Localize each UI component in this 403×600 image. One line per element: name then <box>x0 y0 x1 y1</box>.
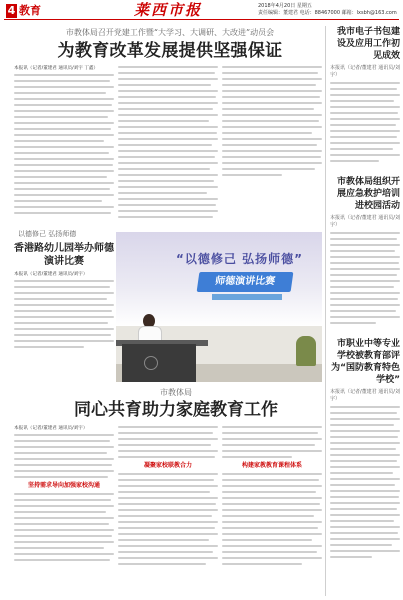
header-editor: 责任编辑：董建君 电话：88467000 邮箱：lxsbh@163.com <box>258 10 397 16</box>
article1-column-3 <box>222 66 322 180</box>
photo-screen-strip <box>212 294 282 300</box>
article4-subhead-2: 凝聚家校联教合力 <box>143 462 192 469</box>
header-info <box>258 3 398 17</box>
header-date: 2018年4月20日 星期五 <box>258 3 312 9</box>
photo-banner-title: 师德演讲比赛 <box>197 272 294 292</box>
article1-column-1 <box>14 74 114 218</box>
article1-headline: 为教育改革发展提供坚强保证 <box>57 41 283 61</box>
article4-column-1 <box>14 434 114 565</box>
article4-subhead-1: 坚持需求导向加强家校沟通 <box>27 482 100 489</box>
podium <box>122 344 196 382</box>
article1-kicker: 市教体局召开党建工作暨“大学习、大调研、大改进”动员会 <box>65 28 275 37</box>
article4-kicker: 市教体局 <box>160 388 192 397</box>
right-source-b: 本报讯（记者/董建君 通讯员/刘宇） <box>330 215 400 228</box>
article4-source: 本报讯（记者/董建君 通讯员/刘宇） <box>14 426 88 431</box>
right-headline-b: 市教体局组织开展应急救护培训进校园活动 <box>336 177 400 211</box>
right-source-c: 本报讯（记者/董建君 通讯员/刘宇） <box>330 389 400 402</box>
speech-contest-photo <box>116 232 322 382</box>
page-number: 4 <box>7 4 16 17</box>
right-body-c <box>330 406 400 558</box>
right-headline-a: 我市电子书包建设及应用工作初见成效 <box>336 27 400 61</box>
section-title: 教育 <box>19 4 41 17</box>
right-column <box>330 26 400 562</box>
photo-slogan: “以德修己 弘扬师德” <box>176 252 303 266</box>
article1-source: 本报讯（记者/董建君 通讯员/刘宇 丁鑫） <box>14 66 99 71</box>
right-body-a <box>330 82 400 162</box>
article4-column-3 <box>222 426 322 569</box>
article1-column-2 <box>118 66 218 222</box>
column-divider <box>325 26 326 596</box>
article4-subhead-3: 构建家教教育课程体系 <box>241 462 302 469</box>
header-rule <box>4 19 399 20</box>
article3-kicker: 以德修己 弘扬师德 <box>18 230 77 238</box>
right-headline-c: 市职业中等专业学校被教育部评为“国防教育特色学校” <box>331 339 400 385</box>
article4-column-2 <box>118 426 218 569</box>
article4-headline: 同心共育助力家庭教育工作 <box>74 400 278 420</box>
article3-headline: 香港路幼儿园举办师德演讲比赛 <box>14 243 114 267</box>
podium-emblem-icon <box>144 356 158 370</box>
right-body-b <box>330 232 400 324</box>
right-source-a: 本报讯（记者/董建君 通讯员/刘宇） <box>330 65 400 78</box>
photo-plant <box>296 336 316 366</box>
newspaper-brand: 莱西市报 <box>134 1 203 19</box>
article3-source: 本报讯（记者/董建君 通讯员/刘宇） <box>14 272 88 277</box>
article3-body <box>14 280 114 352</box>
